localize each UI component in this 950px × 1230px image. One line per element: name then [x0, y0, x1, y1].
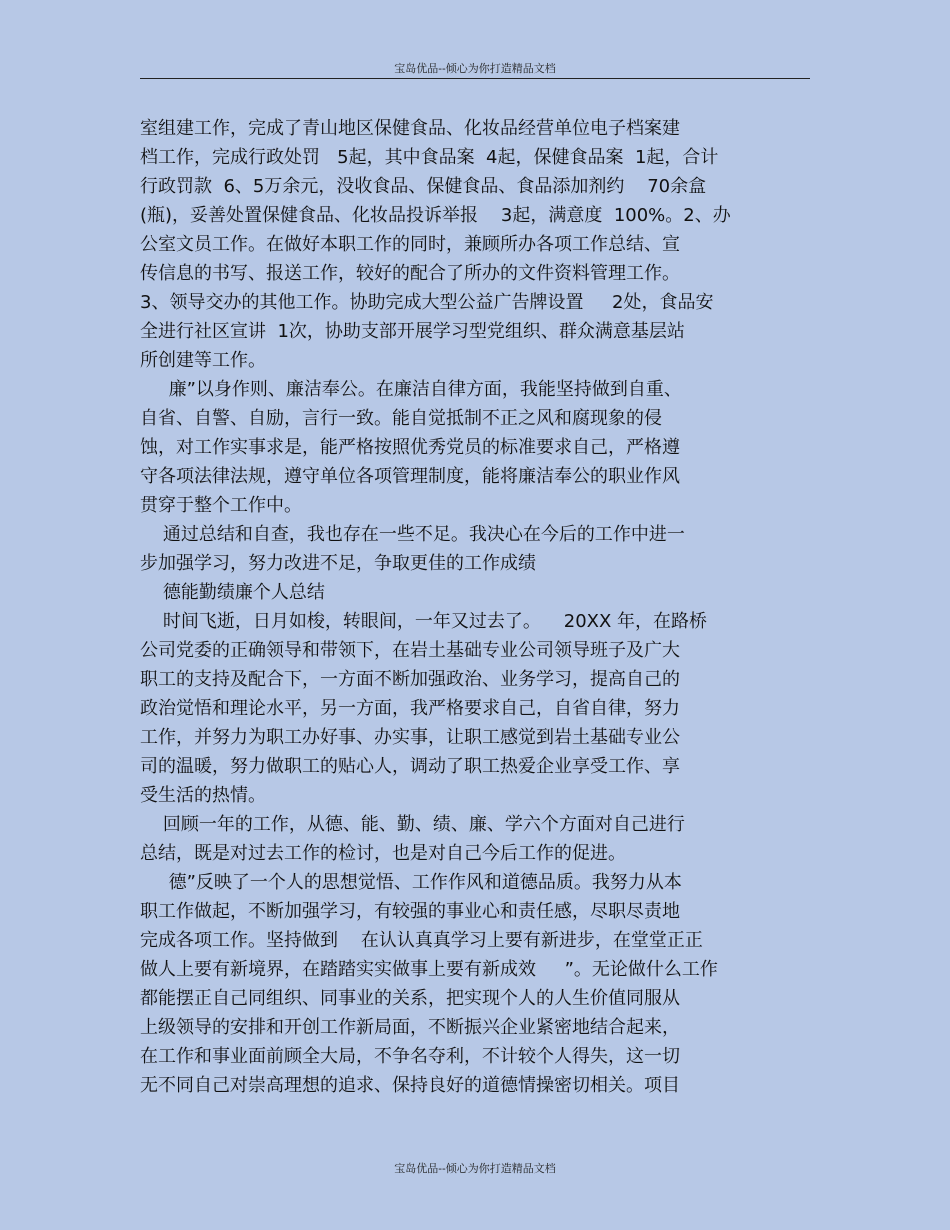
text-line: 自省、自警、自励，言行一致。能自觉抵制不正之风和腐现象的侵 [140, 408, 662, 429]
text-line: 德”反映了一个人的思想觉悟、工作作风和道德品质。我努力从本 [140, 872, 682, 893]
text-line: 司的温暖，努力做职工的贴心人，调动了职工热爱企业享受工作、享 [140, 756, 680, 777]
text-line: 完成各项工作。坚持做到 在认认真真学习上要有新进步，在堂堂正正 [140, 930, 703, 951]
page-footer: 宝岛优品--倾心为你打造精品文档 [394, 1162, 556, 1175]
text-line: 蚀，对工作实事求是，能严格按照优秀党员的标准要求自己，严格遵 [140, 437, 680, 458]
text-line: (瓶)，妥善处置保健食品、化妆品投诉举报 3起，满意度 100%。2、办 [140, 205, 731, 226]
text-line: 受生活的热情。 [140, 785, 266, 806]
text-line: 行政罚款 6、5万余元，没收食品、保健食品、食品添加剂约 70余盒 [140, 176, 707, 197]
text-line: 总结，既是对过去工作的检讨，也是对自己今后工作的促进。 [140, 843, 626, 864]
text-line: 全进行社区宣讲 1次，协助支部开展学习型党组织、群众满意基层站 [140, 321, 685, 342]
text-line: 回顾一年的工作，从德、能、勤、绩、廉、学六个方面对自己进行 [140, 814, 685, 835]
text-line: 档工作，完成行政处罚 5起，其中食品案 4起，保健食品案 1起，合计 [140, 147, 719, 168]
text-line: 步加强学习，努力改进不足，争取更佳的工作成绩 [140, 553, 536, 574]
text-line: 3、领导交办的其他工作。协助完成大型公益广告牌设置 2处，食品安 [140, 292, 714, 313]
text-line: 贯穿于整个工作中。 [140, 495, 302, 516]
text-line: 政治觉悟和理论水平，另一方面，我严格要求自己，自省自律，努力 [140, 698, 680, 719]
text-line: 廉”以身作则、廉洁奉公。在廉洁自律方面，我能坚持做到自重、 [140, 379, 682, 400]
text-line: 都能摆正自己同组织、同事业的关系，把实现个人的人生价值同服从 [140, 988, 680, 1009]
page-header: 宝岛优品--倾心为你打造精品文档 [394, 62, 556, 75]
text-line: 所创建等工作。 [140, 350, 266, 371]
text-line: 工作，并努力为职工办好事、办实事，让职工感觉到岩土基础专业公 [140, 727, 680, 748]
text-line: 在工作和事业面前顾全大局，不争名夺利，不计较个人得失，这一切 [140, 1046, 680, 1067]
text-line: 通过总结和自查，我也存在一些不足。我决心在今后的工作中进一 [140, 524, 685, 545]
text-line: 做人上要有新境界，在踏踏实实做事上要有新成效 ”。无论做什么工作 [140, 959, 718, 980]
text-line: 公司党委的正确领导和带领下，在岩土基础专业公司领导班子及广大 [140, 640, 680, 661]
header-divider [140, 78, 810, 79]
text-line: 无不同自己对崇高理想的追求、保持良好的道德情操密切相关。项目 [140, 1075, 680, 1096]
body-text [140, 114, 820, 1100]
text-line: 守各项法律法规，遵守单位各项管理制度，能将廉洁奉公的职业作风 [140, 466, 680, 487]
text-line: 德能勤绩廉个人总结 [140, 582, 325, 603]
text-line: 时间飞逝，日月如梭，转眼间，一年又过去了。 20XX 年，在路桥 [140, 611, 708, 632]
text-line: 公室文员工作。在做好本职工作的同时，兼顾所办各项工作总结、宣 [140, 234, 680, 255]
text-line: 职工的支持及配合下，一方面不断加强政治、业务学习，提高自己的 [140, 669, 680, 690]
text-line: 室组建工作，完成了青山地区保健食品、化妆品经营单位电子档案建 [140, 118, 680, 139]
text-line: 职工作做起，不断加强学习，有较强的事业心和责任感，尽职尽责地 [140, 901, 680, 922]
text-line: 传信息的书写、报送工作，较好的配合了所办的文件资料管理工作。 [140, 263, 680, 284]
text-line: 上级领导的安排和开创工作新局面，不断振兴企业紧密地结合起来， [140, 1017, 680, 1038]
